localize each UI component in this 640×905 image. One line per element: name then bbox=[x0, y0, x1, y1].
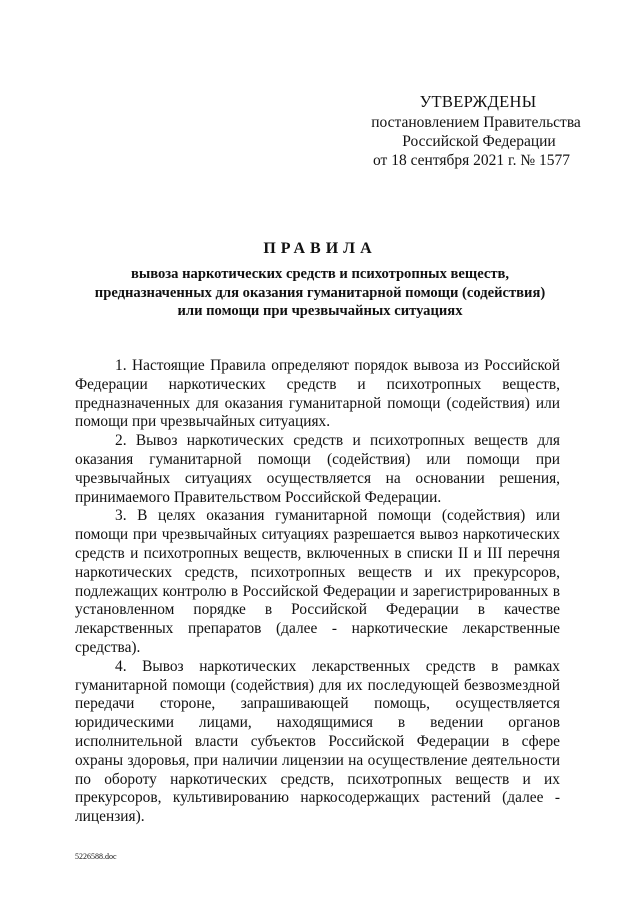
approval-line-decree: постановлением Правительства bbox=[371, 114, 581, 131]
approval-block bbox=[330, 92, 590, 170]
document-title: ПРАВИЛА bbox=[263, 240, 377, 257]
paragraph-3: 3. В целях оказания гуманитарной помощи (содействия) или помощи при чрезвычайных ситуациях разрешается вывоз наркотических средств и психотропных веществ, включенных в списки II и III перечня наркотических средств, психотропных веществ и их прекурсоров, подлежащих контролю в Российской Федерации и зарегистрированных в установленном порядке в Российской Федерации в качестве лекарственных препаратов (далее - наркотические лекарственные средства). bbox=[75, 507, 560, 656]
paragraph-1: 1. Настоящие Правила определяют порядок вывоза из Российской Федерации наркотических средств и психотропных веществ, предназначенных для оказания гуманитарной помощи (содействия) или помощи при чрезвычайных ситуациях. bbox=[75, 357, 560, 431]
document-body bbox=[75, 357, 560, 827]
approval-heading: УТВЕРЖДЕНЫ bbox=[419, 92, 537, 111]
paragraph-2: 2. Вывоз наркотических средств и психотропных веществ для оказания гуманитарной помощи (содействия) или помощи при чрезвычайных ситуациях осуществляется на основании решения, принимаемого Правительством Российской Федерации. bbox=[75, 432, 560, 506]
paragraph-4: 4. Вывоз наркотических лекарственных средств в рамках гуманитарной помощи (содействия) для их последующей безвозмездной передачи стороне, запрашивающей помощь, осуществляется юридическими лицами, находящимися в ведении органов исполнительной власти субъектов Российской Федерации в сфере охраны здоровья, при наличии лицензии на осуществление деятельности по обороту наркотических средств, психотропных веществ и их прекурсоров, культивированию наркосодержащих растений (далее - лицензия). bbox=[75, 657, 560, 826]
subtitle-line: предназначенных для оказания гуманитарной помощи (содействия) bbox=[94, 284, 546, 301]
approval-line-date-number: от 18 сентября 2021 г. № 1577 bbox=[373, 152, 571, 169]
subtitle-line: вывоза наркотических средств и психотропных веществ, bbox=[130, 266, 510, 282]
approval-line-federation: Российской Федерации bbox=[402, 133, 556, 150]
document-subtitle bbox=[60, 265, 580, 321]
subtitle-line: или помощи при чрезвычайных ситуациях bbox=[177, 303, 463, 319]
footer-filename: 5226588.doc bbox=[75, 852, 117, 861]
